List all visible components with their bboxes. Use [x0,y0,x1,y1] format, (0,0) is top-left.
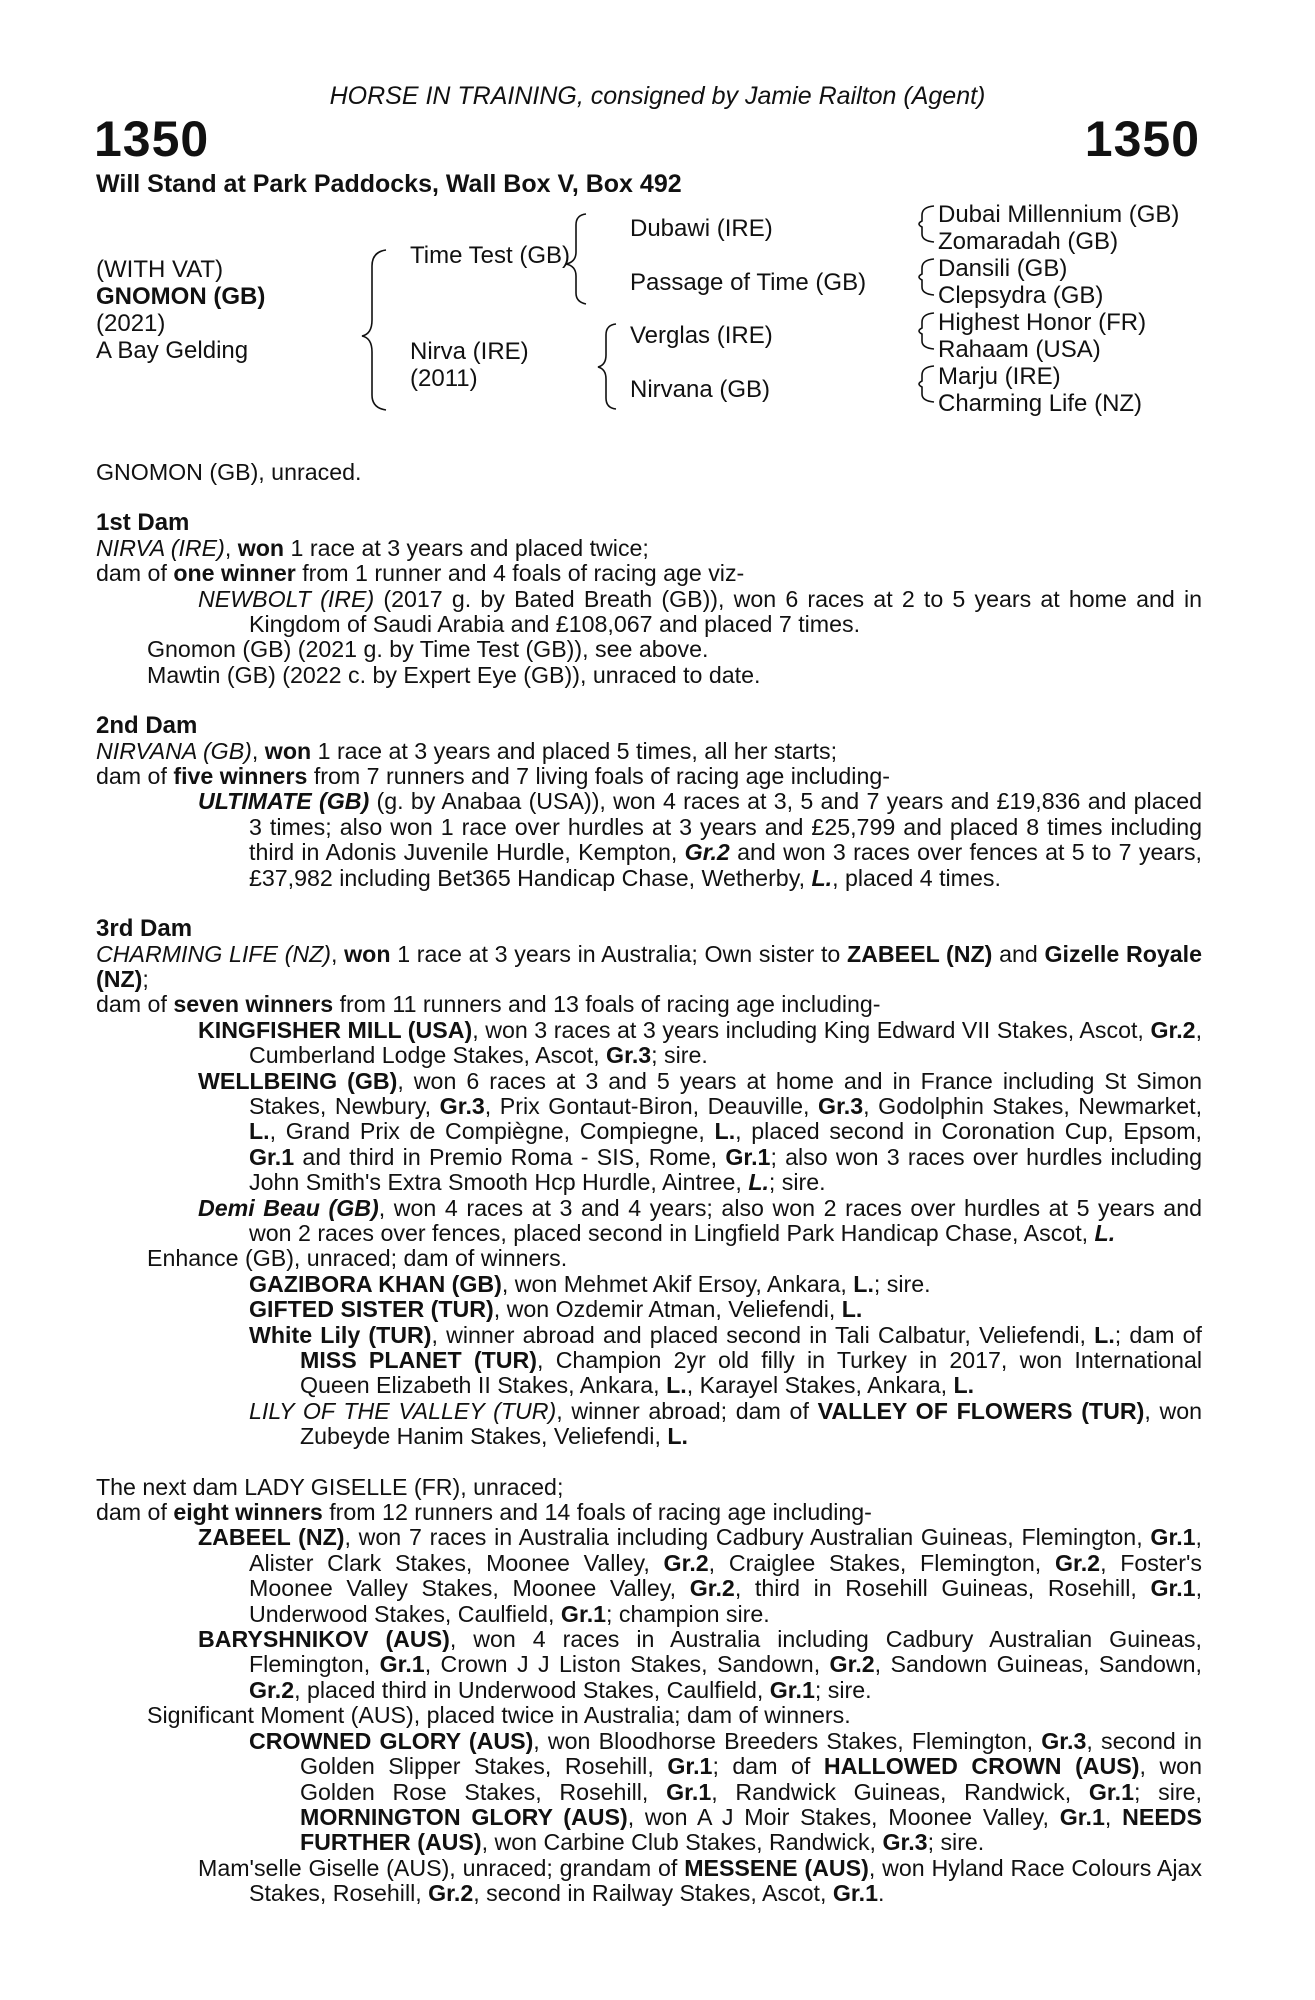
produce-mamselle-giselle: Mam'selle Giselle (AUS), unraced; grandam of MESSENE (AUS), won Hyland Race Colours Ajax Stakes, Rosehill, Gr.2, second in Railway Stakes, Ascot, Gr.1. [198,1854,1202,1907]
next-dam-produce-line: dam of eight winners from 12 runners and 14 foals of racing age including- [96,1499,872,1526]
pedigree-gen3-1: Dubai Millennium (GB) [938,201,1180,228]
produce-wellbeing: WELLBEING (GB), won 6 races at 3 and 5 years at home and in France including St Simon Stakes, Newbury, Gr.3, Prix Gontaut-Biron, Deauville, Gr.3, Godolphin Stakes, Newmarket, L., Grand Prix de Compiègne, Compiegne, L., placed second in Coronation Cup, Epsom, Gr.1 and third in Premio Roma - SIS, Rome, Gr.1; also won 3 races over hurdles including John Smith's Extra Smooth Hcp Hurdle, Aintree, L.; sire. [198,1067,1203,1196]
third-dam-produce-line: dam of seven winners from 11 runners and 13 foals of racing age including- [96,991,881,1018]
produce-enhance: Enhance (GB), unraced; dam of winners. [147,1245,568,1272]
pedigree-gen3-2: Zomaradah (GB) [938,228,1119,255]
second-dam-line: NIRVANA (GB), won 1 race at 3 years and placed 5 times, all her starts; [96,737,838,764]
produce-zabeel: ZABEEL (NZ), won 7 races in Australia including Cadbury Australian Guineas, Flemington, Gr.1, Alister Clark Stakes, Moonee Valley, Gr.2, Craiglee Stakes, Flemington, Gr.2, Foster's Moonee Valley Stakes, Moonee Valley, Gr.2, third in Rosehill Guineas, Rosehill, Gr.1, Underwood Stakes, Caulfield, Gr.1; champion sire. [198,1524,1203,1627]
pedigree-gen3-5: Highest Honor (FR) [938,309,1147,336]
grandproduce-gifted-sister: GIFTED SISTER (TUR), won Ozdemir Atman, Veliefendi, L. [249,1296,863,1323]
grandproduce-crowned-glory: CROWNED GLORY (AUS), won Bloodhorse Breeders Stakes, Flemington, Gr.3, second in Golden Slipper Stakes, Rosehill, Gr.1; dam of HALLOWED CROWN (AUS), won Golden Rose Stakes, Rosehill, Gr.1, Randwick Guineas, Randwick, Gr.1; sire, MORNINGTON GLORY (AUS), won A J Moir Stakes, Moonee Valley, Gr.1, NEEDS FURTHER (AUS), won Carbine Club Stakes, Randwick, Gr.3; sire. [249,1727,1202,1856]
pedigree-gen3-8: Charming Life (NZ) [938,390,1143,417]
stand-location: Will Stand at Park Paddocks, Wall Box V, Box 492 [96,170,682,198]
first-dam-produce-line: dam of one winner from 1 runner and 4 foals of racing age viz- [96,560,745,587]
pedigree-dam: Nirva (IRE) [410,338,529,365]
brace-gen3-2 [919,259,934,295]
page-header-title: HORSE IN TRAINING, consigned by Jamie Railton (Agent) [329,82,986,110]
first-dam-heading: 1st Dam [96,509,190,537]
brace-gen3-4 [919,366,934,402]
horse-year: (2021) [96,310,166,337]
third-dam-line: CHARMING LIFE (NZ), won 1 race at 3 years in Australia; Own sister to ZABEEL (NZ) and Gizelle Royale (NZ); [96,940,1202,992]
pedigree-gen3-6: Rahaam (USA) [938,336,1101,363]
pedigree-sire-dam: Passage of Time (GB) [630,269,867,296]
horse-name: GNOMON (GB) [96,283,266,310]
pedigree-dam-dam: Nirvana (GB) [630,376,771,403]
third-dam-heading: 3rd Dam [96,915,193,943]
lot-number-right: 1350 [1084,111,1200,167]
lot-number-left: 1350 [94,111,210,167]
pedigree-dam-year: (2011) [410,365,478,392]
pedigree-gen3-7: Marju (IRE) [938,363,1061,390]
produce-baryshnikov: BARYSHNIKOV (AUS), won 4 races in Australia including Cadbury Australian Guineas, Flemington, Gr.1, Crown J J Liston Stakes, Sandown, Gr.2, Sandown Guineas, Sandown, Gr.2, placed third in Underwood Stakes, Caulfield, Gr.1; sire. [198,1626,1202,1703]
grandproduce-gazibora-khan: GAZIBORA KHAN (GB), won Mehmet Akif Ersoy, Ankara, L.; sire. [249,1270,931,1297]
produce-gnomon: Gnomon (GB) (2021 g. by Time Test (GB)), see above. [147,636,709,663]
pedigree-dam-sire: Verglas (IRE) [630,322,773,349]
brace-gen3-1 [919,206,934,242]
pedigree-gen3-3: Dansili (GB) [938,255,1068,282]
brace-gen2-dam [598,324,616,409]
second-dam-produce-line: dam of five winners from 7 runners and 7 living foals of racing age including- [96,763,890,790]
produce-mawtin: Mawtin (GB) (2022 c. by Expert Eye (GB)), unraced to date. [147,661,761,688]
first-dam-line: NIRVA (IRE), won 1 race at 3 years and placed twice; [96,534,649,561]
produce-ultimate: ULTIMATE (GB) (g. by Anabaa (USA)), won 4 races at 3, 5 and 7 years and £19,836 and placed 3 times; also won 1 race over hurdles at 3 years and £25,799 and placed 8 times including third in Adonis Juvenile Hurdle, Kempton, Gr.2 and won 3 races over fences at 5 to 7 years, £37,982 including Bet365 Handicap Chase, Wetherby, L., placed 4 times. [198,788,1202,891]
pedigree-sire-sire: Dubawi (IRE) [630,215,773,242]
produce-newbolt: NEWBOLT (IRE) (2017 g. by Bated Breath (GB)), won 6 races at 2 to 5 years at home and in Kingdom of Saudi Arabia and £108,067 and placed 7 times. [198,585,1202,638]
pedigree-gen3-4: Clepsydra (GB) [938,282,1104,309]
pedigree-sire: Time Test (GB) [410,242,571,269]
produce-significant-moment: Significant Moment (AUS), placed twice in Australia; dam of winners. [147,1702,851,1729]
brace-gen1 [362,250,386,410]
grandproduce-white-lily: White Lily (TUR), winner abroad and placed second in Tali Calbatur, Veliefendi, L.; dam of MISS PLANET (TUR), Champion 2yr old filly in Turkey in 2017, won International Queen Elizabeth II Stakes, Ankara, L., Karayel Stakes, Ankara, L. [249,1321,1202,1399]
next-dam-line: The next dam LADY GISELLE (FR), unraced; [96,1473,564,1500]
intro-line: GNOMON (GB), unraced. [96,459,362,485]
horse-description: A Bay Gelding [96,337,249,364]
catalogue-body [96,460,1202,1907]
horse-vat: (WITH VAT) [96,256,224,283]
grandproduce-lily-of-the-valley: LILY OF THE VALLEY (TUR), winner abroad; dam of VALLEY OF FLOWERS (TUR), won Zubeyde Hanim Stakes, Veliefendi, L. [249,1397,1203,1450]
second-dam-heading: 2nd Dam [96,712,198,740]
produce-demi-beau: Demi Beau (GB), won 4 races at 3 and 4 years; also won 2 races over hurdles at 5 years and won 2 races over fences, placed second in Lingfield Park Handicap Chase, Ascot, L. [198,1194,1202,1246]
brace-gen3-3 [919,313,934,349]
produce-kingfisher-mill: KINGFISHER MILL (USA), won 3 races at 3 years including King Edward VII Stakes, Ascot, Gr.2, Cumberland Lodge Stakes, Ascot, Gr.3; sire. [198,1016,1203,1069]
